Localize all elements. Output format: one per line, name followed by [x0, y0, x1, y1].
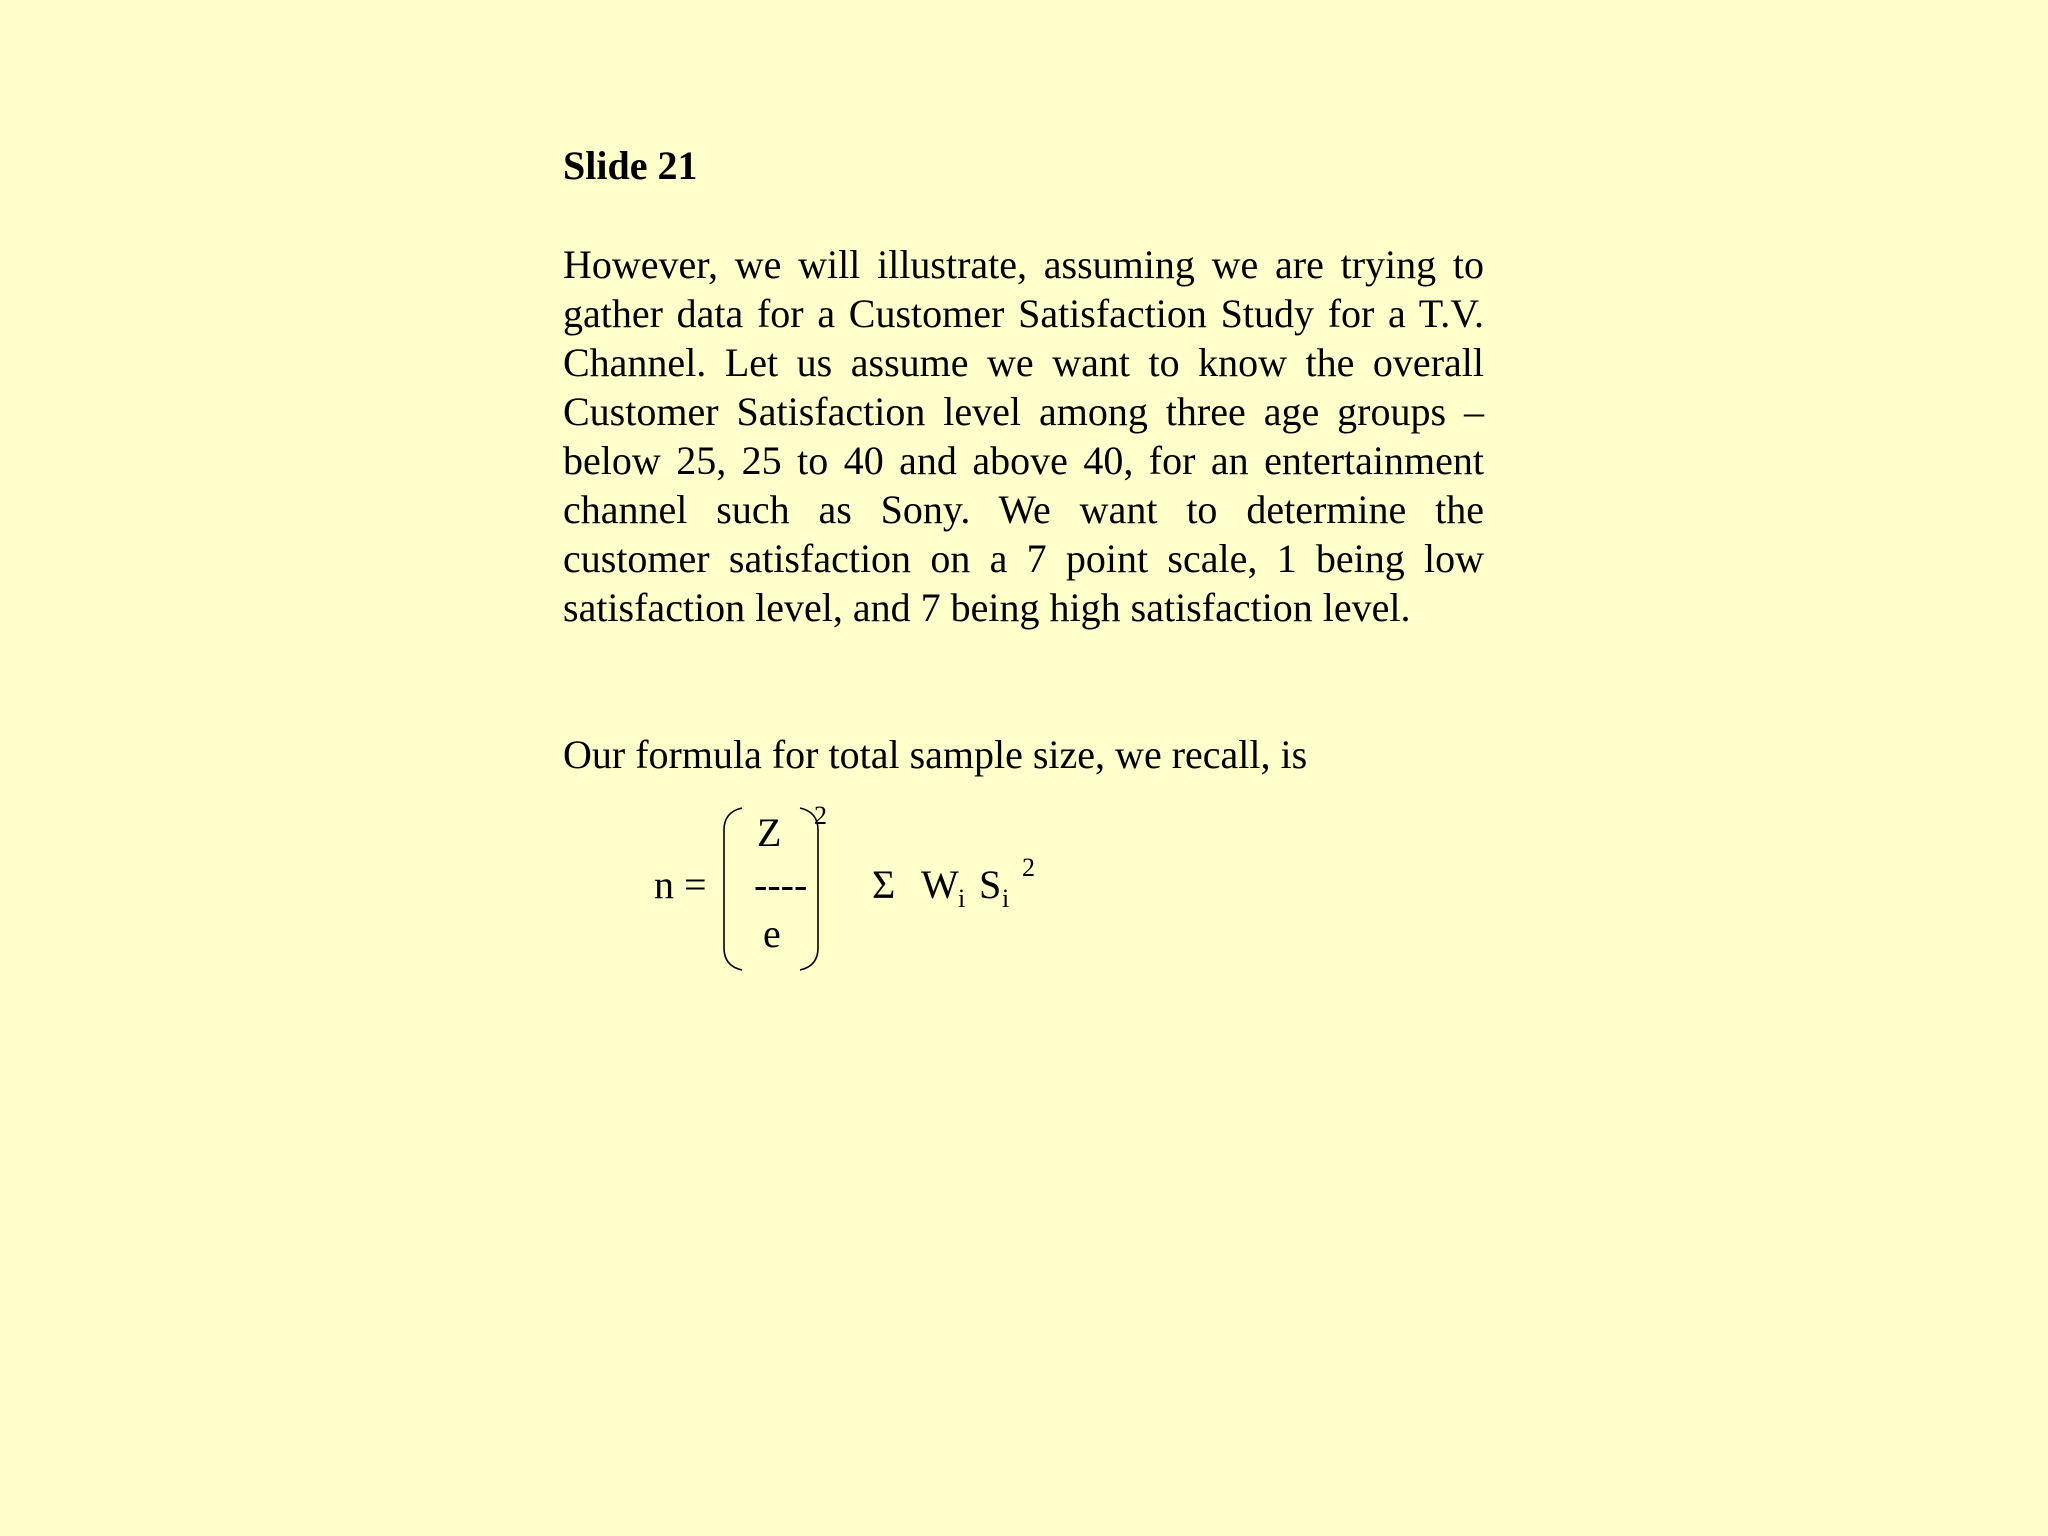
formula-intro: Our formula for total sample size, we recall, is	[563, 732, 1308, 777]
formula-fraction-bar: ----	[754, 862, 808, 907]
formula-denominator: e	[763, 911, 781, 956]
formula-sigma: Σ	[872, 862, 896, 907]
formula-w: W	[921, 862, 959, 907]
formula-s-subscript: i	[1002, 884, 1010, 913]
formula-lhs: n =	[654, 862, 707, 907]
slide-title: Slide 21	[563, 143, 698, 188]
formula-w-subscript: i	[958, 884, 966, 913]
body-paragraph: However, we will illustrate, assuming we are trying to gather data for a Customer Satisfaction Study for a T.V. Channel. Let us assume we want to know the overall Customer Satisfaction level among three age groups – below 25, 25 to 40 and above 40, for an entertainment channel such as Sony. We want to determine the customer satisfaction on a 7 point scale, 1 being low satisfaction level, and 7 being high satisfaction level.	[563, 242, 1484, 630]
formula-numerator: Z	[757, 810, 782, 855]
formula-s: S	[979, 862, 1002, 907]
formula-s-exponent: 2	[1022, 853, 1035, 882]
formula-exponent: 2	[814, 801, 827, 830]
left-parenthesis	[724, 808, 742, 970]
